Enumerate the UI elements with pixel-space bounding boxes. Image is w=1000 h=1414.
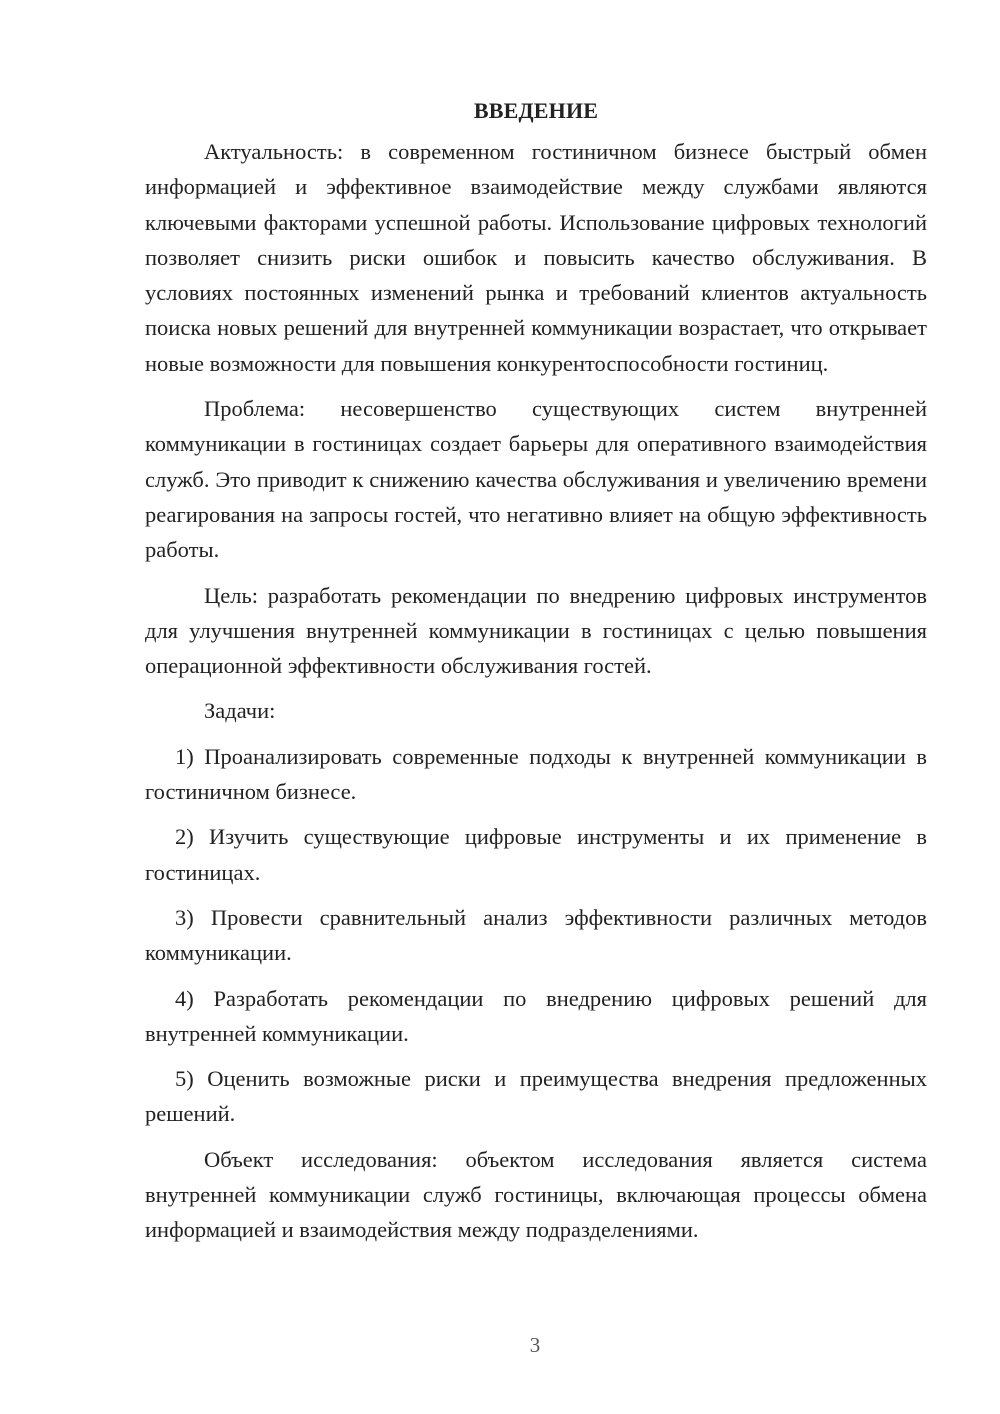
object-paragraph: Объект исследования: объектом исследования является система внутренней коммуникации служб гостиницы, включающая процессы обмена информацией и взаимодействия между подразделениями. [145, 1146, 927, 1243]
task-item: 5) Оценить возможные риски и преимущества внедрения предложенных решений. [145, 1066, 927, 1127]
section-heading: ВВЕДЕНИЕ [473, 98, 599, 123]
task-item: 1) Проанализировать современные подходы к внутренней коммуникации в гостиничном бизнесе. [145, 743, 927, 805]
goal-paragraph: Цель: разработать рекомендации по внедрению цифровых инструментов для улучшения внутренней коммуникации в гостиницах с целью повышения операционной эффективности обслуживания гостей. [145, 582, 927, 679]
task-item: 3) Провести сравнительный анализ эффективности различных методов коммуникации. [145, 904, 927, 966]
page-number: 3 [529, 1333, 541, 1357]
tasks-list [145, 739, 927, 1132]
task-item: 4) Разработать рекомендации по внедрению цифровых решений для внутренней коммуникации. [145, 985, 927, 1046]
problem-paragraph: Проблема: несовершенство существующих систем внутренней коммуникации в гостиницах создает барьеры для оперативного взаимодействия служб. Это приводит к снижению качества обслуживания и увеличению времени реагирования на запросы гостей, что негативно влияет на общую эффективность работы. [145, 396, 927, 563]
page-content [145, 96, 927, 1258]
relevance-paragraph: Актуальность: в современном гостиничном бизнесе быстрый обмен информацией и эффективное взаимодействие между службами являются ключевыми факторами успешной работы. Использование цифровых технологий позволяет снизить риски ошибок и повысить качество обслуживания. В условиях постоянных изменений рынка и требований клиентов актуальность поиска новых решений для внутренней коммуникации возрастает, что открывает новые возможности для повышения конкурентоспособности гостиниц. [145, 139, 927, 376]
task-item: 2) Изучить существующие цифровые инструменты и их применение в гостиницах. [145, 824, 927, 885]
tasks-label: Задачи: [204, 698, 276, 724]
